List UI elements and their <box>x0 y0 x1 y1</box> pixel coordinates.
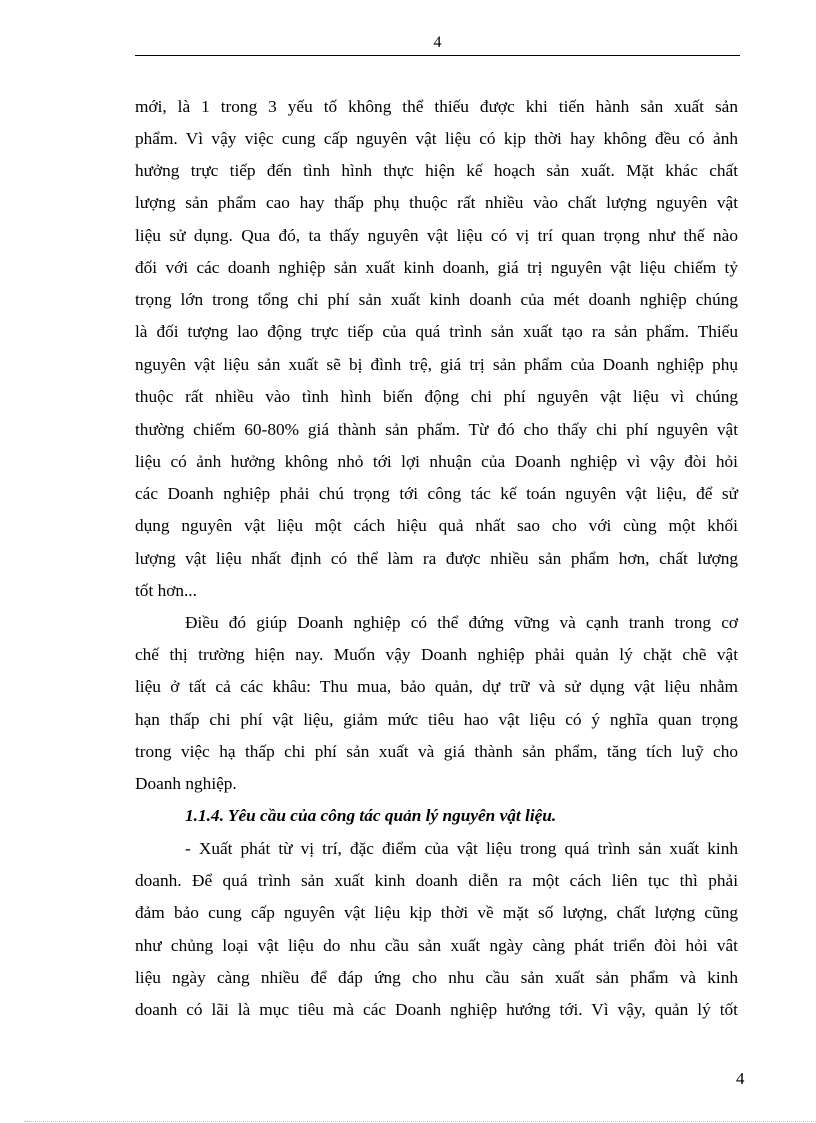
text-line: chế thị trường hiện nay. Muốn vậy Doanh nghiệp phải quản lý chặt chẽ vật <box>135 645 738 664</box>
text-line: đảm bảo cung cấp nguyên vật liệu kịp thời về mặt số lượng, chất lượng cũng <box>135 903 738 922</box>
text-line: nguyên vật liệu sản xuất sẽ bị đình trệ, giá trị sản phẩm của Doanh nghiệp phụ <box>135 355 738 374</box>
text-line: thường chiếm 60-80% giá thành sản phẩm. Từ đó cho thấy chi phí nguyên vật <box>135 420 738 439</box>
text-line: liệu ở tất cả các khâu: Thu mua, bảo quản, dự trữ và sử dụng vật liệu nhằm <box>135 677 738 696</box>
text-line: lượng vật liệu nhất định có thể làm ra được nhiều sản phẩm hơn, chất lượng <box>135 549 738 568</box>
text-line: hạn thấp chi phí vật liệu, giảm mức tiêu hao vật liệu có ý nghĩa quan trọng <box>135 710 738 729</box>
text-line: doanh có lãi là mục tiêu mà các Doanh nghiệp hướng tới. Vì vậy, quản lý tốt <box>135 1000 738 1019</box>
text-line: thuộc rất nhiều vào tình hình biến động chi phí nguyên vật liệu vì chúng <box>135 387 738 406</box>
text-line: phẩm. Vì vậy việc cung cấp nguyên vật liệu có kịp thời hay không đều có ảnh <box>135 129 738 148</box>
text-line: là đối tượng lao động trực tiếp của quá trình sản xuất tạo ra sản phẩm. Thiếu <box>135 322 738 341</box>
text-line: trong việc hạ thấp chi phí sản xuất và giá thành sản phẩm, tăng tích luỹ cho <box>135 742 738 761</box>
text-line: hưởng trực tiếp đến tình hình thực hiện kế hoạch sản xuất. Mặt khác chất <box>135 161 738 180</box>
footer-page-number: 4 <box>736 1069 745 1088</box>
text-line: tốt hơn... <box>135 581 197 600</box>
text-line: lượng sản phẩm cao hay thấp phụ thuộc rất nhiều vào chất lượng nguyên vật <box>135 193 738 212</box>
text-line: như chủng loại vật liệu do nhu cầu sản xuất ngày càng phát triển đòi hỏi vât <box>135 936 738 955</box>
text-line: liệu sử dụng. Qua đó, ta thấy nguyên vật liệu có vị trí quan trọng như thế nào <box>135 226 738 245</box>
text-line: liệu ngày càng nhiều để đáp ứng cho nhu cầu sản xuất sản phẩm và kinh <box>135 968 738 987</box>
text-line: Doanh nghiệp. <box>135 774 237 793</box>
text-line: trọng lớn trong tổng chi phí sản xuất kinh doanh của mét doanh nghiệp chúng <box>135 290 738 309</box>
page-bottom-border <box>24 1121 816 1122</box>
text-line: Điều đó giúp Doanh nghiệp có thể đứng vững và cạnh tranh trong cơ <box>185 613 738 632</box>
text-line: - Xuất phát từ vị trí, đặc điểm của vật liệu trong quá trình sản xuất kinh <box>185 839 738 858</box>
text-line: dụng nguyên vật liệu một cách hiệu quả nhất sao cho với cùng một khối <box>135 516 738 535</box>
text-line: doanh. Để quá trình sản xuất kinh doanh diễn ra một cách liên tục thì phải <box>135 871 738 890</box>
section-heading: 1.1.4. Yêu cầu của công tác quản lý nguyên vật liệu. <box>185 806 557 825</box>
header-page-number: 4 <box>433 34 442 51</box>
text-line: các Doanh nghiệp phải chú trọng tới công tác kế toán nguyên vật liệu, để sử <box>135 484 738 503</box>
text-line: liệu có ảnh hưởng không nhỏ tới lợi nhuận của Doanh nghiệp vì vậy đòi hỏi <box>135 452 738 471</box>
header-rule <box>135 55 740 56</box>
text-line: đối với các doanh nghiệp sản xuất kinh doanh, giá trị nguyên vật liệu chiếm tỷ <box>135 258 738 277</box>
text-line: mới, là 1 trong 3 yếu tố không thể thiếu được khi tiến hành sản xuất sản <box>135 97 738 116</box>
